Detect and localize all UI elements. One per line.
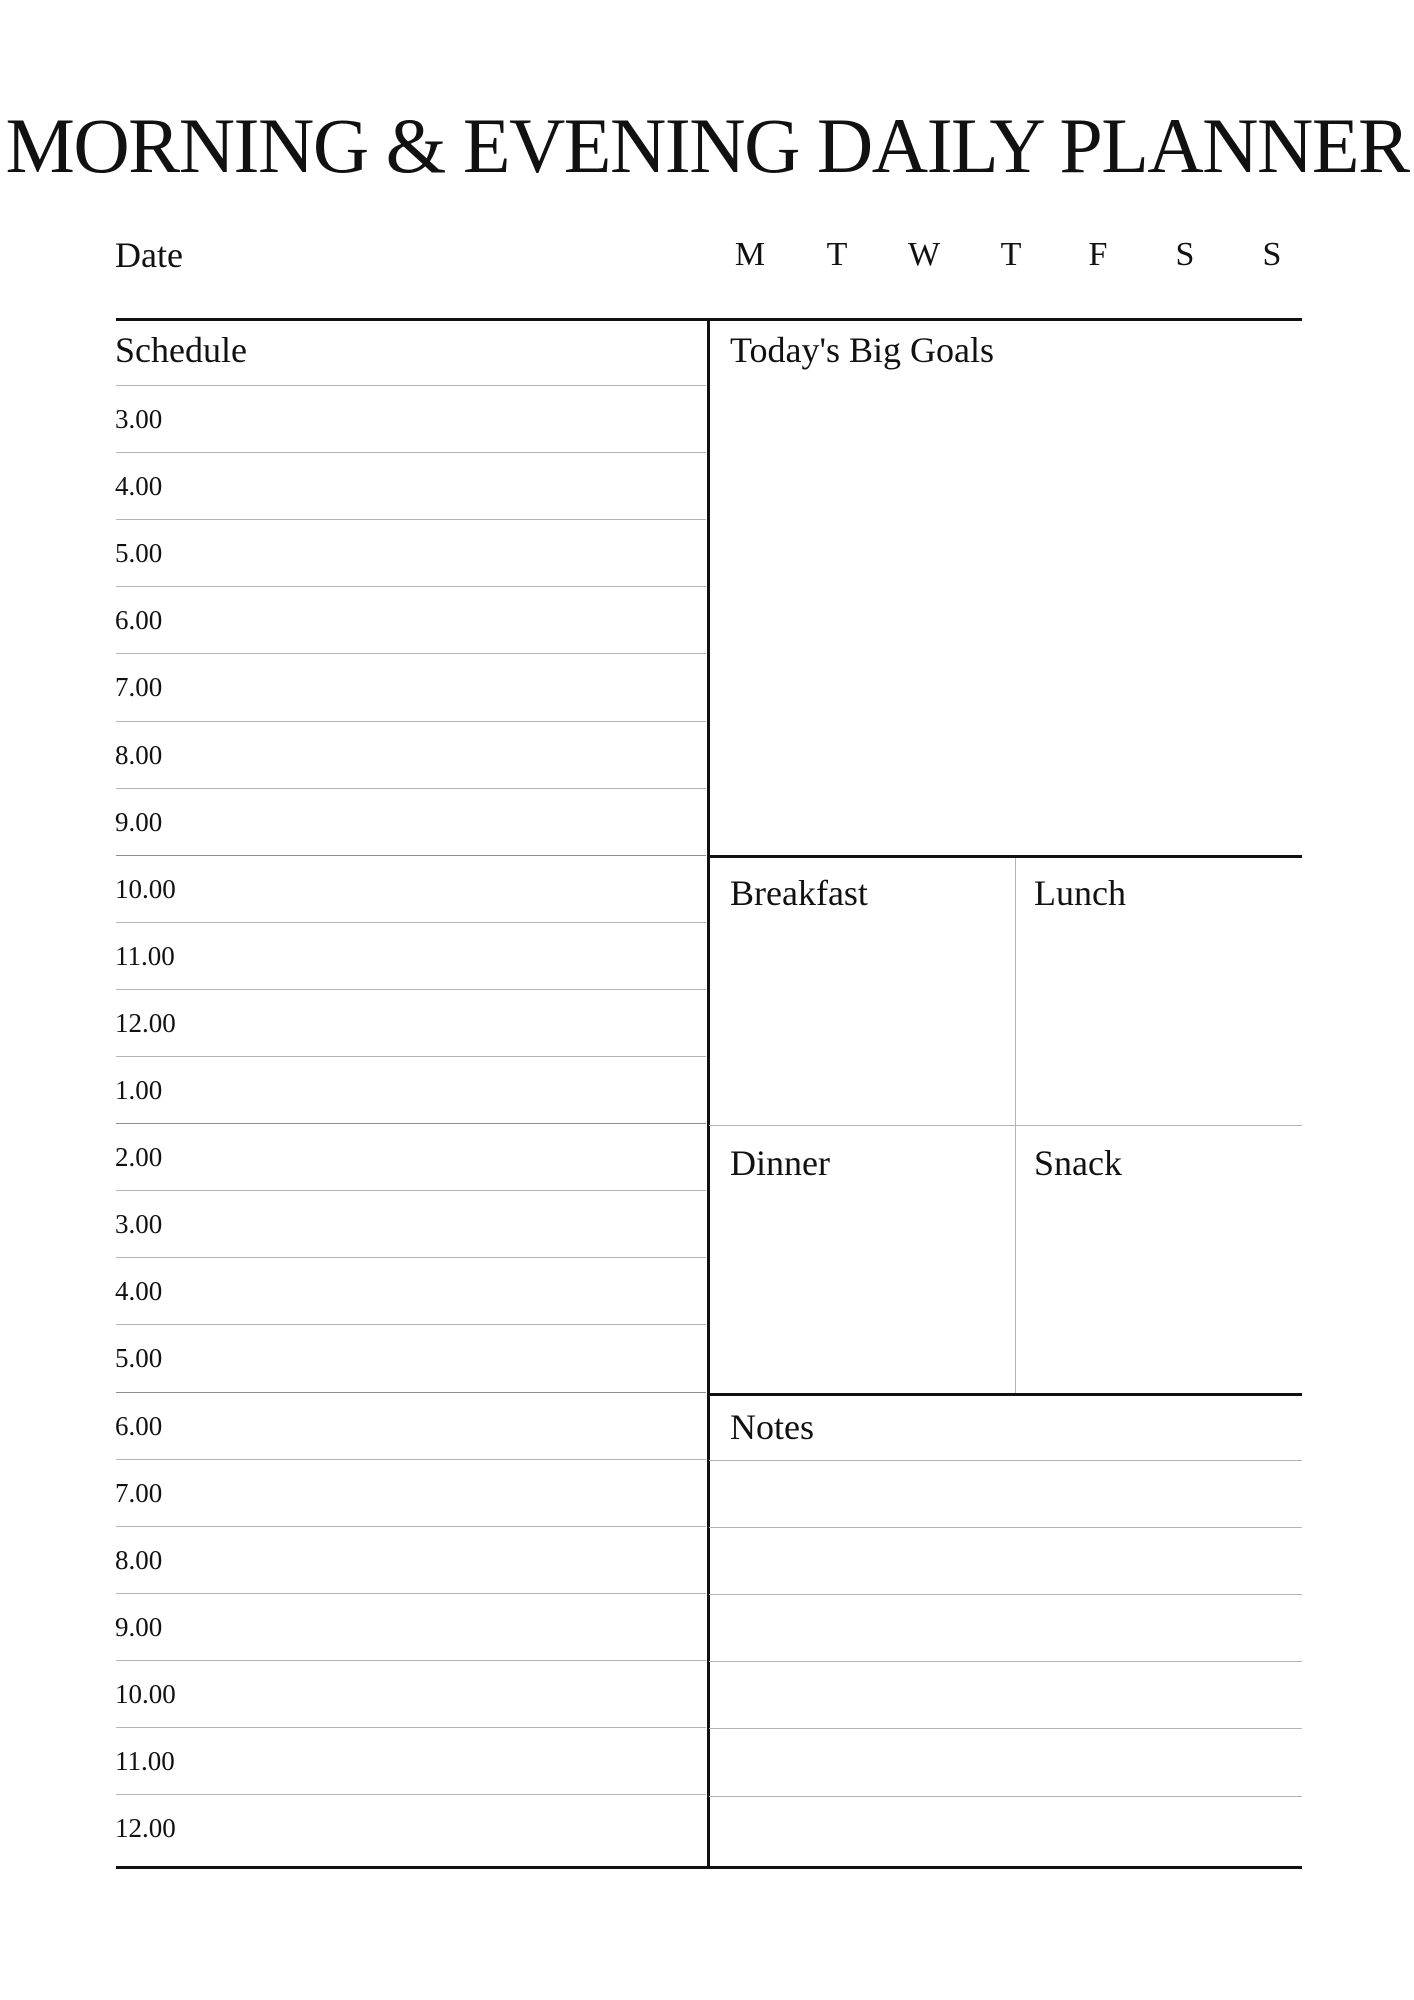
weekday-wednesday[interactable]: W	[907, 236, 941, 273]
schedule-time-label: 8.00	[115, 739, 163, 770]
schedule-row[interactable]	[116, 520, 706, 585]
schedule-time-label: 4.00	[115, 1276, 163, 1307]
schedule-row[interactable]	[116, 654, 706, 719]
breakfast-area[interactable]	[712, 920, 1012, 1120]
schedule-time-label: 3.00	[115, 1209, 163, 1240]
schedule-time-label: 3.00	[115, 404, 163, 434]
schedule-row[interactable]	[116, 722, 706, 787]
breakfast-heading: Breakfast	[730, 873, 868, 913]
schedule-row[interactable]	[116, 386, 706, 451]
schedule-row[interactable]	[116, 990, 706, 1055]
schedule-time-label: 1.00	[115, 1075, 163, 1105]
schedule-time-label: 4.00	[115, 471, 163, 502]
schedule-row[interactable]	[116, 1594, 706, 1659]
schedule-time-label: 6.00	[115, 1410, 163, 1441]
schedule-time-label: 10.00	[115, 1678, 176, 1709]
schedule-time-label: 5.00	[115, 1343, 163, 1374]
schedule-row[interactable]	[116, 1258, 706, 1323]
schedule-row[interactable]	[116, 923, 706, 988]
weekday-saturday[interactable]: S	[1175, 236, 1195, 273]
schedule-row[interactable]	[116, 453, 706, 518]
schedule-time-label: 10.00	[115, 873, 176, 904]
notes-line[interactable]	[712, 1797, 1302, 1862]
schedule-row[interactable]	[116, 1124, 706, 1189]
meals-middle-rule	[709, 1125, 1302, 1126]
page-title: MORNING & EVENING DAILY PLANNER	[5, 102, 1409, 189]
notes-line[interactable]	[712, 1461, 1302, 1526]
schedule-time-label: 5.00	[115, 538, 163, 569]
schedule-time-label: 2.00	[115, 1142, 163, 1173]
column-divider	[707, 318, 710, 1869]
notes-line[interactable]	[712, 1662, 1302, 1727]
schedule-row[interactable]	[116, 1661, 706, 1726]
lunch-area[interactable]	[1020, 920, 1300, 1120]
schedule-time-label: 7.00	[115, 672, 163, 703]
lunch-heading: Lunch	[1034, 873, 1126, 913]
weekday-sunday[interactable]: S	[1262, 236, 1282, 273]
schedule-row[interactable]	[116, 1795, 706, 1860]
date-label: Date	[115, 235, 183, 275]
schedule-row[interactable]	[116, 1728, 706, 1793]
schedule-time-label: 7.00	[115, 1477, 163, 1508]
schedule-time-label: 11.00	[115, 1746, 175, 1776]
schedule-time-label: 12.00	[115, 1007, 176, 1038]
schedule-row[interactable]	[116, 587, 706, 652]
schedule-row[interactable]	[116, 1460, 706, 1525]
goals-heading: Today's Big Goals	[730, 330, 994, 370]
snack-area[interactable]	[1020, 1190, 1300, 1390]
schedule-time-label: 6.00	[115, 605, 163, 636]
schedule-row[interactable]	[116, 856, 706, 921]
dinner-heading: Dinner	[730, 1143, 830, 1183]
notes-heading: Notes	[730, 1407, 814, 1447]
notes-line[interactable]	[712, 1729, 1302, 1794]
schedule-row[interactable]	[116, 1191, 706, 1256]
schedule-row[interactable]	[116, 1527, 706, 1592]
schedule-time-label: 8.00	[115, 1544, 163, 1575]
weekday-tuesday[interactable]: T	[826, 236, 848, 273]
schedule-time-label: 12.00	[115, 1813, 176, 1844]
schedule-time-label: 9.00	[115, 1611, 163, 1642]
notes-line[interactable]	[712, 1595, 1302, 1660]
notes-line[interactable]	[712, 1528, 1302, 1593]
schedule-time-label: 9.00	[115, 806, 163, 837]
weekday-monday[interactable]: M	[734, 236, 766, 273]
schedule-heading: Schedule	[115, 330, 247, 370]
goals-bottom-rule	[709, 855, 1302, 858]
snack-heading: Snack	[1034, 1143, 1122, 1183]
schedule-row[interactable]	[116, 1393, 706, 1458]
meals-divider	[1015, 858, 1016, 1395]
schedule-row[interactable]	[116, 1325, 706, 1390]
schedule-row[interactable]	[116, 1057, 706, 1122]
weekday-friday[interactable]: F	[1088, 236, 1108, 273]
goals-area[interactable]	[712, 380, 1302, 855]
schedule-row[interactable]	[116, 789, 706, 854]
weekday-thursday[interactable]: T	[1000, 236, 1022, 273]
meals-bottom-rule	[709, 1393, 1302, 1396]
schedule-time-label: 11.00	[115, 940, 175, 971]
dinner-area[interactable]	[712, 1190, 1012, 1390]
